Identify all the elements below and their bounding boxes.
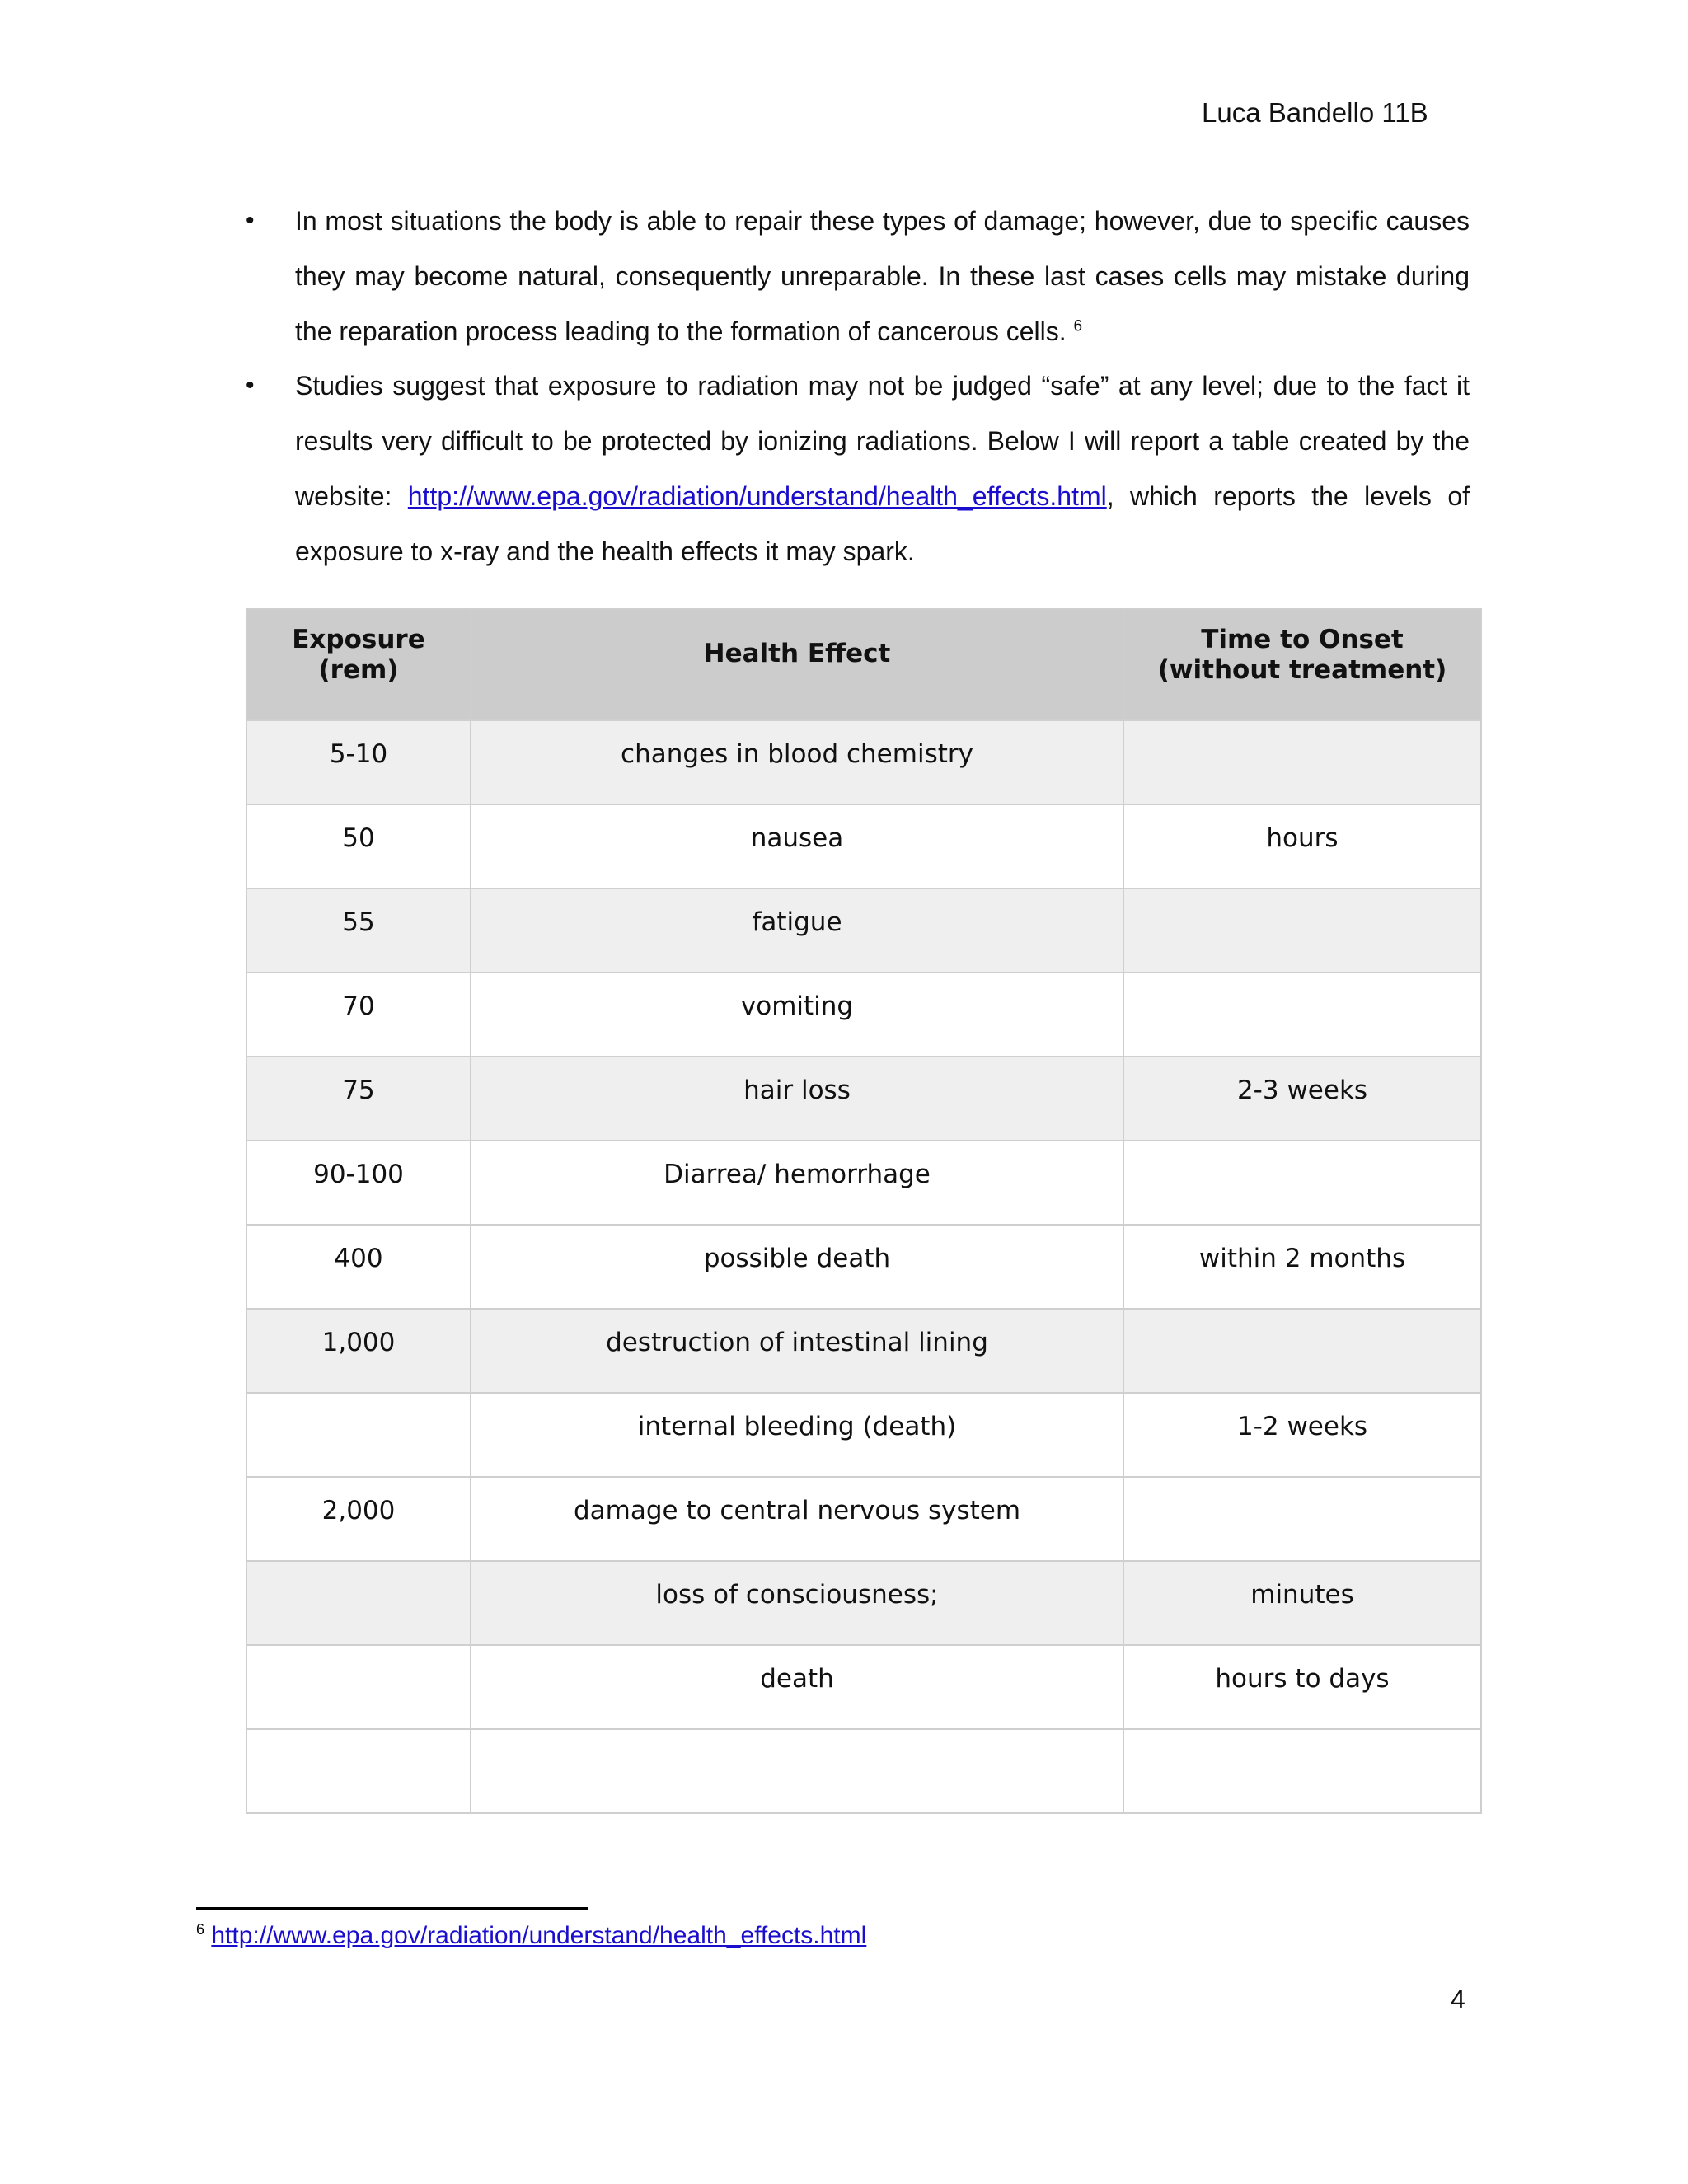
onset-cell: minutes <box>1123 1561 1481 1645</box>
health-effect-cell: changes in blood chemistry <box>471 720 1123 804</box>
table-row <box>246 1309 1481 1393</box>
health-effect-cell: fatigue <box>471 888 1123 972</box>
health-effect-cell: hair loss <box>471 1057 1123 1141</box>
header-health-effect-label: Health Effect <box>703 639 891 668</box>
header-exposure-label: Exposure (rem) <box>292 625 425 685</box>
table-row <box>246 888 1481 972</box>
exposure-cell: 1,000 <box>246 1309 471 1393</box>
exposure-cell <box>246 1645 471 1729</box>
table-row <box>246 1645 1481 1729</box>
health-effect-cell <box>471 1729 1123 1813</box>
exposure-cell <box>246 1393 471 1477</box>
table-row <box>246 720 1481 804</box>
exposure-cell: 75 <box>246 1057 471 1141</box>
exposure-cell: 2,000 <box>246 1477 471 1561</box>
health-effect-cell: damage to central nervous system <box>471 1477 1123 1561</box>
exposure-cell <box>246 1729 471 1813</box>
onset-cell <box>1123 888 1481 972</box>
onset-cell: 2-3 weeks <box>1123 1057 1481 1141</box>
header-health-effect <box>471 609 1123 720</box>
onset-cell <box>1123 972 1481 1057</box>
onset-cell: 1-2 weeks <box>1123 1393 1481 1477</box>
footnote-link[interactable]: http://www.epa.gov/radiation/understand/health_effects.html <box>211 1922 867 1949</box>
health-effect-cell: nausea <box>471 804 1123 888</box>
health-effect-cell: death <box>471 1645 1123 1729</box>
exposure-cell: 5-10 <box>246 720 471 804</box>
health-effect-cell: destruction of intestinal lining <box>471 1309 1123 1393</box>
table-row <box>246 1477 1481 1561</box>
onset-cell: within 2 months <box>1123 1225 1481 1309</box>
onset-cell: hours to days <box>1123 1645 1481 1729</box>
header-time-to-onset <box>1123 609 1481 720</box>
health-effect-cell: loss of consciousness; <box>471 1561 1123 1645</box>
table-row <box>246 1393 1481 1477</box>
page-number: 4 <box>1451 1985 1465 2014</box>
exposure-cell: 90-100 <box>246 1141 471 1225</box>
exposure-cell: 400 <box>246 1225 471 1309</box>
health-effect-cell: vomiting <box>471 972 1123 1057</box>
table-header-row <box>246 609 1481 720</box>
bullet-dot-icon: • <box>246 207 255 234</box>
onset-cell <box>1123 1141 1481 1225</box>
bullet-list <box>246 194 1470 579</box>
bullet-item-studies <box>246 359 1470 579</box>
health-effect-cell: possible death <box>471 1225 1123 1309</box>
health-effects-table-wrapper <box>246 608 1480 1814</box>
exposure-cell: 55 <box>246 888 471 972</box>
onset-cell <box>1123 720 1481 804</box>
exposure-cell: 70 <box>246 972 471 1057</box>
onset-cell <box>1123 1477 1481 1561</box>
health-effects-table <box>246 608 1482 1814</box>
footnote-number: 6 <box>196 1921 205 1938</box>
bullet-item-repair <box>246 194 1470 359</box>
bullet-text: In most situations the body is able to repair these types of damage; however, due to specific causes they may become natural, consequently unreparable. In these last cases cells may mistake during the reparation process leading to the formation of cancerous cells. <box>295 206 1470 346</box>
author-header: Luca Bandello 11B <box>1202 97 1428 128</box>
table-row <box>246 1225 1481 1309</box>
epa-link[interactable]: http://www.epa.gov/radiation/understand/health_effects.html <box>407 480 1107 511</box>
table-row <box>246 804 1481 888</box>
table-row <box>246 972 1481 1057</box>
onset-cell <box>1123 1729 1481 1813</box>
bullet-text-continued: , which reports the levels of exposure to x-ray and the health effects it may spark. <box>295 480 1470 566</box>
health-effect-cell: internal bleeding (death) <box>471 1393 1123 1477</box>
health-effect-cell: Diarrea/ hemorrhage <box>471 1141 1123 1225</box>
table-row <box>246 1057 1481 1141</box>
header-exposure <box>246 609 471 720</box>
header-time-to-onset-label: Time to Onset (without treatment) <box>1157 625 1447 685</box>
onset-cell <box>1123 1309 1481 1393</box>
footnote-divider <box>196 1907 588 1910</box>
footnote <box>196 1922 866 1950</box>
onset-cell: hours <box>1123 804 1481 888</box>
table-row <box>246 1561 1481 1645</box>
bullet-text: Studies suggest that exposure to radiation may not be judged “safe” at any level; due to the fact it results very difficult to be protected by ionizing radiations. Below I will report a table created by the website: <box>295 371 1470 511</box>
exposure-cell: 50 <box>246 804 471 888</box>
exposure-cell <box>246 1561 471 1645</box>
bullet-dot-icon: • <box>246 372 255 400</box>
table-row <box>246 1141 1481 1225</box>
table-row <box>246 1729 1481 1813</box>
footnote-reference[interactable]: 6 <box>1073 316 1083 335</box>
